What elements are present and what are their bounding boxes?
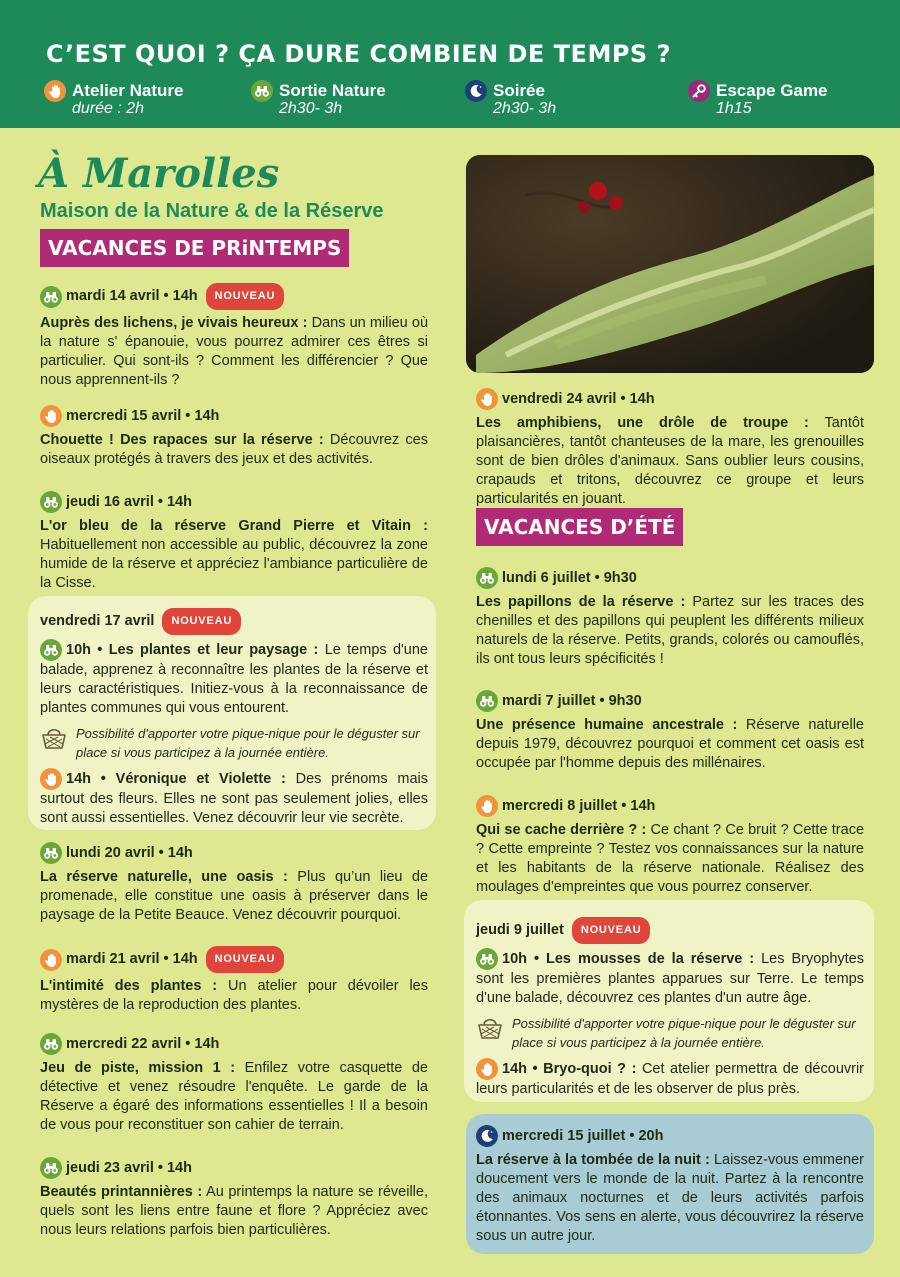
event-title: La réserve naturelle, une oasis : (40, 869, 288, 885)
hand-icon (476, 1058, 498, 1080)
event-description: Découvrez ces oiseaux protégés à travers des jeux et des activités. (40, 432, 428, 467)
key-icon (688, 80, 710, 102)
event-description: Laissez-vous emmener doucement vers le monde de la nuit. Partez à la rencontre des animaux nocturnes et de leurs activités parfois étonnantes. Vos sens en alerte, vous découvrirez la réserve sous un autre jour. (476, 1152, 864, 1244)
hand-icon (40, 405, 62, 427)
binoculars-icon (476, 690, 498, 712)
event-date: jeudi 9 juillet (476, 922, 564, 938)
event-description: Réserve naturelle depuis 1979, découvrez pourquoi et comment cet oasis est occupée par l'homme depuis des millénaires. (476, 717, 864, 771)
event-description: Tantôt plaisancières, tantôt chanteuses de la mare, les grenouilles sont de bien drôles d'animaux. Sans oublier leurs cousins, crapauds et tritons, découvrez ce groupe et leurs particularités en jouant. (476, 415, 864, 507)
event-date: vendredi 24 avril • 14h (502, 390, 655, 407)
event-item (40, 491, 428, 593)
binoculars-icon (40, 1157, 62, 1179)
event-title: L'or bleu de la réserve Grand Pierre et Vitain : (40, 518, 428, 534)
event-day-box (464, 900, 874, 1102)
picnic-basket-icon (40, 724, 68, 752)
legend-duration: 2h30- 3h (493, 100, 557, 117)
place-title: À Marolles (38, 150, 280, 197)
event-item (40, 842, 428, 925)
event-description: Plus qu’un lieu de promenade, elle constitue une oasis à préserver dans le paysage de la Petite Beauce. Venez découvrir pourquoi. (40, 869, 429, 923)
event-item (476, 388, 864, 509)
event-item (476, 567, 864, 669)
legend-name: Atelier Nature (72, 81, 184, 100)
event-title: La réserve à la tombée de la nuit : (476, 1152, 710, 1168)
event-date: lundi 20 avril • 14h (66, 844, 193, 861)
legend-duration: 1h15 (716, 100, 752, 117)
binoculars-icon (476, 567, 498, 589)
evening-event-box (466, 1114, 874, 1254)
event-title: Beautés printannières : (40, 1184, 203, 1200)
binoculars-icon (40, 286, 62, 308)
event-date: jeudi 23 avril • 14h (66, 1159, 192, 1176)
event-item (476, 795, 864, 897)
new-badge: NOUVEAU (162, 608, 241, 635)
lichen-photo (466, 155, 874, 373)
picnic-note: Possibilité d'apporter votre pique-nique pour le déguster sur place si vous participez à la journée entière. (76, 726, 420, 760)
legend-name: Sortie Nature (279, 81, 386, 100)
hand-icon (476, 795, 498, 817)
event-date: jeudi 16 avril • 14h (66, 493, 192, 510)
picnic-basket-icon (476, 1014, 504, 1042)
place-subtitle: Maison de la Nature & de la Réserve (40, 200, 384, 222)
event-item (40, 405, 428, 469)
event-date: lundi 6 juillet • 9h30 (502, 569, 637, 586)
event-item (476, 690, 864, 773)
event-item (40, 946, 428, 1015)
event-description: Dans un milieu où la nature s' épanouie, vous pourrez admirer ces êtres si particulier. Qui sont-ils ? Comment les différencier ? Que nous apprennent-ils ? (40, 315, 429, 388)
event-date: mardi 21 avril • 14h (66, 951, 198, 967)
event-date: mercredi 22 avril • 14h (66, 1035, 220, 1052)
binoculars-icon (40, 1033, 62, 1055)
event-description: Ce chant ? Ce bruit ? Cette trace ? Cette empreinte ? Testez vos connaissances sur la nature et les habitants de la réserve nationale. Réalisez des moulages d'empreintes que vous pourrez conserver. (476, 822, 865, 895)
event-date: mercredi 15 juillet • 20h (502, 1127, 664, 1144)
event-title: Chouette ! Des rapaces sur la réserve : (40, 432, 324, 448)
event-title: Les amphibiens, une drôle de troupe : (476, 415, 809, 431)
legend-name: Soirée (493, 81, 545, 100)
hand-icon (44, 80, 66, 102)
event-description: Les Bryophytes sont les premières plantes apparues sur Terre. Le temps d'une balade, découvrez ces plantes d'un autre âge. (476, 951, 864, 1006)
event-date: vendredi 17 avril (40, 613, 155, 629)
header-banner (0, 0, 900, 128)
event-description: Enfilez votre casquette de détective et venez résoudre l'enquête. Le garde de la Réserve a égaré des informations essentielles ! Il a besoin de vous pour reconstituer son cahier de terrain. (40, 1060, 428, 1133)
event-title: Qui se cache derrière ? : (476, 822, 647, 838)
binoculars-icon (40, 491, 62, 513)
event-description: Habituellement non accessible au public, découvrez la zone humide de la réserve et appréciez l'ambiance particulière de la Cisse. (40, 537, 428, 591)
event-description: Un atelier pour dévoiler les mystères de la reproduction des plantes. (40, 978, 428, 1013)
new-badge: NOUVEAU (572, 917, 651, 944)
event-description: Le temps d'une balade, apprenez à reconnaître les plantes de la réserve et leurs caractéristiques. Initiez-vous à la reconnaissance de plantes communes qui vous entourent. (40, 642, 428, 716)
event-title: 14h • Bryo-quoi ? : (502, 1061, 637, 1077)
event-title: 10h • Les plantes et leur paysage : (66, 642, 319, 658)
event-date: mardi 7 juillet • 9h30 (502, 692, 642, 709)
hand-icon (40, 949, 62, 971)
event-item (40, 1033, 428, 1135)
hand-icon (40, 768, 62, 790)
new-badge: NOUVEAU (206, 946, 285, 973)
event-date: mercredi 8 juillet • 14h (502, 797, 656, 814)
hand-icon (476, 388, 498, 410)
event-title: 10h • Les mousses de la réserve : (502, 951, 755, 967)
event-title: Auprès des lichens, je vivais heureux : (40, 315, 308, 331)
event-description: Cet atelier permettra de découvrir leurs particularités et de les observer de plus près. (476, 1061, 865, 1097)
event-title: Les papillons de la réserve : (476, 594, 686, 610)
event-description: Des prénoms mais surtout des fleurs. Elles ne sont pas seulement jolies, elles sont aussi essentielles. Venez découvrir leur vie secrète. (40, 771, 429, 826)
moon-icon (476, 1125, 498, 1147)
moon-icon (465, 80, 487, 102)
event-title: Jeu de piste, mission 1 : (40, 1060, 236, 1076)
legend-duration: 2h30- 3h (279, 100, 343, 117)
binoculars-icon (251, 80, 273, 102)
binoculars-icon (476, 948, 498, 970)
binoculars-icon (40, 842, 62, 864)
event-date: mercredi 15 avril • 14h (66, 407, 220, 424)
event-item (40, 1157, 428, 1240)
event-item (40, 283, 428, 390)
event-title: 14h • Véronique et Violette : (66, 771, 286, 787)
season-label-summer: VACANCES D’ÉTÉ (476, 508, 683, 546)
event-title: Une présence humaine ancestrale : (476, 717, 738, 733)
event-title: L'intimité des plantes : (40, 978, 218, 994)
binoculars-icon (40, 639, 62, 661)
event-day-box (28, 596, 436, 830)
picnic-note: Possibilité d'apporter votre pique-nique pour le déguster sur place si vous participez à la journée entière. (512, 1016, 856, 1050)
event-description: Partez sur les traces des chenilles et des papillons qui peuplent les différents milieux naturels de la réserve. Petits, grands, colorés ou camouflés, ils ont tous leurs spécificités ! (476, 594, 864, 667)
legend-name: Escape Game (716, 81, 828, 100)
new-badge: NOUVEAU (206, 283, 285, 310)
legend-duration: durée : 2h (72, 100, 145, 117)
event-date: mardi 14 avril • 14h (66, 288, 198, 304)
event-description: Au printemps la nature se réveille, quels sont les liens entre faune et flore ? Appréciez avec nous leurs relations parfois bien particulières. (40, 1184, 428, 1238)
header-title: C’EST QUOI ? ÇA DURE COMBIEN DE TEMPS ? (46, 40, 671, 68)
season-label-spring: VACANCES DE PRiNTEMPS (40, 229, 349, 267)
